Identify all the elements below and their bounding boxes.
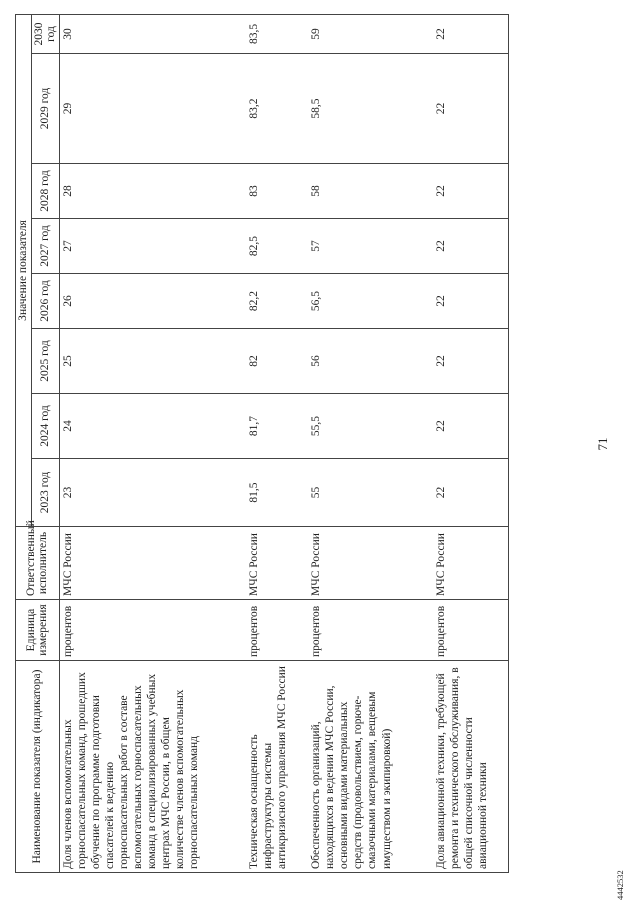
value-cell: 56,5 <box>308 274 433 329</box>
header-name: Наименование показателя (индикатора) <box>16 661 60 873</box>
indicator-name: Обеспеченность организаций, находящихся в ведении МЧС России, основными видами материальных средств (продовольствием, горюче-смазочными материалами, вещевым имуществом и экипировкой) <box>308 661 433 873</box>
header-year: 2030 год <box>31 14 59 53</box>
table-row <box>59 14 246 872</box>
value-cell: 22 <box>433 459 508 527</box>
value-cell: 22 <box>433 219 508 274</box>
header-year: 2027 год <box>31 219 59 274</box>
page-number: 71 <box>595 437 610 451</box>
value-cell: 83,5 <box>246 14 308 53</box>
value-cell: 22 <box>433 274 508 329</box>
value-cell: 55 <box>308 459 433 527</box>
value-cell: 26 <box>59 274 246 329</box>
value-cell: 83 <box>246 164 308 219</box>
table-row <box>433 14 508 872</box>
document-code: 4442532 <box>615 870 625 900</box>
header-unit: Единица измерения <box>16 600 60 661</box>
indicator-unit: процентов <box>246 600 308 661</box>
value-cell: 27 <box>59 219 246 274</box>
value-cell: 81,7 <box>246 394 308 459</box>
value-cell: 58,5 <box>308 54 433 164</box>
indicator-name: Техническая оснащенность инфраструктуры системы антикризисного управления МЧС России <box>246 661 308 873</box>
value-cell: 22 <box>433 394 508 459</box>
indicator-unit: процентов <box>308 600 433 661</box>
value-cell: 22 <box>433 14 508 53</box>
indicator-responsible: МЧС России <box>308 527 433 600</box>
value-cell: 28 <box>59 164 246 219</box>
header-year: 2023 год <box>31 459 59 527</box>
value-cell: 24 <box>59 394 246 459</box>
indicator-unit: процентов <box>59 600 246 661</box>
value-cell: 22 <box>433 329 508 394</box>
header-value-group: Значение показателя <box>16 14 32 526</box>
header-year: 2024 год <box>31 394 59 459</box>
indicator-name: Доля членов вспомогательных горноспасательных команд, прошедших обучение по программе подготовки спасателей к ведению горноспасательных работ в составе вспомогательных горноспасательных команд в специализированных учебных центрах МЧС России, в общем количестве членов вспомогательных горноспасательных команд <box>59 661 246 873</box>
table-row <box>246 14 308 872</box>
value-cell: 56 <box>308 329 433 394</box>
header-year: 2029 год <box>31 54 59 164</box>
header-year: 2028 год <box>31 164 59 219</box>
value-cell: 25 <box>59 329 246 394</box>
value-cell: 82,5 <box>246 219 308 274</box>
header-year: 2025 год <box>31 329 59 394</box>
value-cell: 59 <box>308 14 433 53</box>
value-cell: 30 <box>59 14 246 53</box>
value-cell: 83,2 <box>246 54 308 164</box>
value-cell: 81,5 <box>246 459 308 527</box>
value-cell: 29 <box>59 54 246 164</box>
indicators-table <box>15 14 509 873</box>
header-responsible: Ответственный исполнитель <box>16 527 60 600</box>
value-cell: 57 <box>308 219 433 274</box>
header-year: 2026 год <box>31 274 59 329</box>
indicator-responsible: МЧС России <box>246 527 308 600</box>
value-cell: 55,5 <box>308 394 433 459</box>
value-cell: 82,2 <box>246 274 308 329</box>
value-cell: 22 <box>433 164 508 219</box>
indicator-responsible: МЧС России <box>433 527 508 600</box>
value-cell: 58 <box>308 164 433 219</box>
value-cell: 82 <box>246 329 308 394</box>
indicator-unit: процентов <box>433 600 508 661</box>
indicator-responsible: МЧС России <box>59 527 246 600</box>
value-cell: 23 <box>59 459 246 527</box>
indicator-name: Доля авиационной техники, требующей ремонта и технического обслуживания, в общей списочной численности авиационной техники <box>433 661 508 873</box>
table-row <box>308 14 433 872</box>
value-cell: 22 <box>433 54 508 164</box>
